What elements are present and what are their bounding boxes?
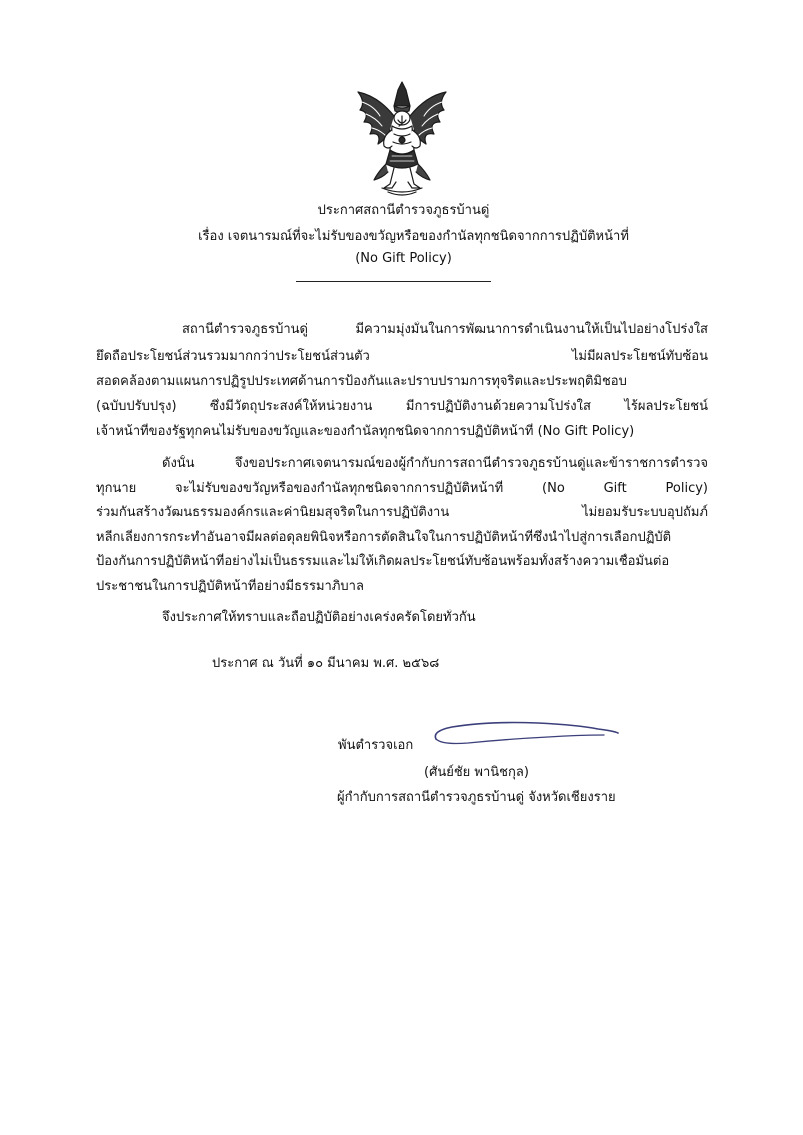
paragraph-line: ป้องกันการปฏิบัติหน้าที่อย่างไม่เป็นธรรมและไม่ให้เกิดผลประโยชน์ทับซ้อนพร้อมทั้งสร้างความเชื่อมั่นต่อ — [96, 554, 670, 569]
paragraph-line: ร่วมกันสร้างวัฒนธรรมองค์กรและค่านิยมสุจริตในการปฏิบัติงาน ไม่ยอมรับระบบอุปถัมภ์ — [96, 505, 708, 520]
announcement-subtitle: (No Gift Policy) — [355, 251, 452, 266]
closing-statement: จึงประกาศให้ทราบและถือปฏิบัติอย่างเคร่งครัดโดยทั่วกัน — [162, 610, 476, 625]
paragraph-line: (ฉบับปรับปรุง) ซึ่งมีวัตถุประสงค์ให้หน่วยงาน มีการปฏิบัติงานด้วยความโปร่งใส ไร้ผลประโยชน์ — [96, 399, 708, 414]
paragraph-line: ยึดถือประโยชน์ส่วนรวมมากกว่าประโยชน์ส่วนตัว ไม่มีผลประโยชน์ทับซ้อน — [96, 349, 708, 364]
paragraph-line: สถานีตำรวจภูธรบ้านดู่ มีความมุ่งมั่นในการพัฒนาการดำเนินงานให้เป็นไปอย่างโปร่งใส — [182, 322, 708, 337]
paragraph-line: ทุกนาย จะไม่รับของขวัญหรือของกำนัลทุกชนิดจากการปฏิบัติหน้าที่ (No Gift Policy) — [96, 481, 708, 496]
handwritten-signature-icon — [428, 715, 624, 755]
paragraph-line: ประชาชนในการปฏิบัติหน้าที่อย่างมีธรรมาภิบาล — [96, 579, 364, 594]
header-divider — [296, 281, 491, 282]
signer-position: ผู้กำกับการสถานีตำรวจภูธรบ้านดู่ จังหวัดเชียงราย — [337, 790, 616, 805]
paragraph-line: หลีกเลี่ยงการกระทำอันอาจมีผลต่อดุลยพินิจหรือการตัดสินใจในการปฏิบัติหน้าที่ซึ่งนำไปสู่การเลือกปฏิบัติ — [96, 530, 672, 545]
signer-name: (ศันย์ชัย พานิชกุล) — [424, 765, 529, 780]
announcement-subject: เรื่อง เจตนารมณ์ที่จะไม่รับของขวัญหรือของกำนัลทุกชนิดจากการปฏิบัติหน้าที่ — [198, 229, 629, 244]
paragraph-line: ดังนั้น จึงขอประกาศเจตนารมณ์ของผู้กำกับการสถานีตำรวจภูธรบ้านดู่และข้าราชการตำรวจ — [162, 456, 708, 471]
paragraph-line: เจ้าหน้าที่ของรัฐทุกคนไม่รับของขวัญและของกำนัลทุกชนิดจากการปฏิบัติหน้าที่ (No Gift Policy) — [96, 424, 635, 439]
announcement-date: ประกาศ ณ วันที่ ๑๐ มีนาคม พ.ศ. ๒๕๖๘ — [212, 656, 440, 671]
garuda-emblem-icon — [348, 80, 456, 198]
paragraph-line: สอดคล้องตามแผนการปฏิรูปประเทศด้านการป้องกันและปราบปรามการทุจริตและประพฤติมิชอบ — [96, 374, 627, 389]
signer-rank: พันตำรวจเอก — [338, 738, 414, 753]
announcement-title: ประกาศสถานีตำรวจภูธรบ้านดู่ — [317, 203, 490, 218]
